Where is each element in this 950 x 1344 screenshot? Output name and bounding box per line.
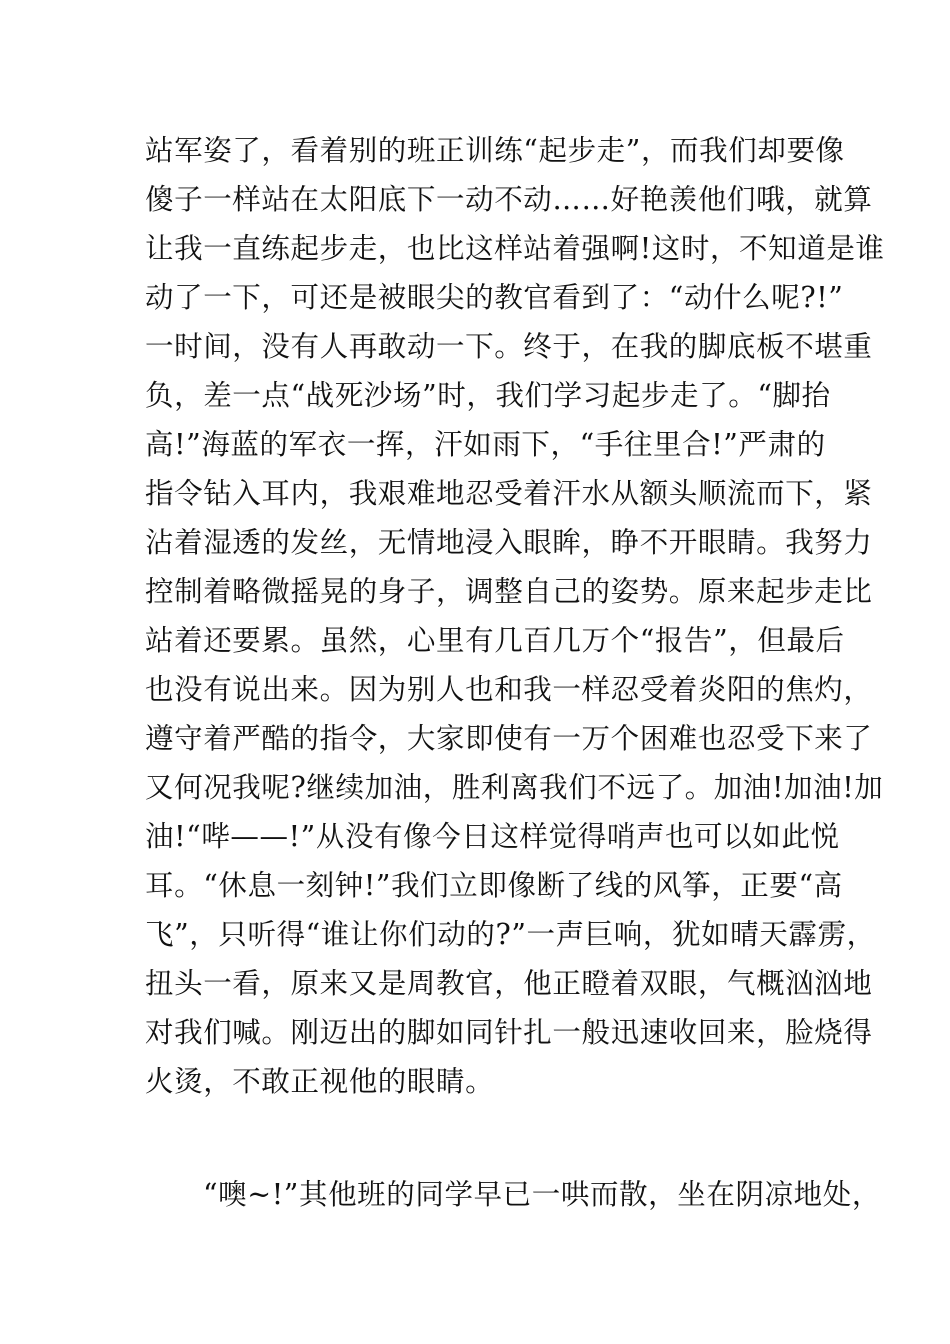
text-line: 负，差一点“战死沙场”时，我们学习起步走了。“脚抬 [145, 379, 831, 412]
text-line: 火烫，不敢正视他的眼睛。 [145, 1065, 495, 1098]
text-line: 飞”，只听得“谁让你们动的?”一声巨响，犹如晴天霹雳， [145, 918, 876, 951]
text-line: 又何况我呢?继续加油，胜利离我们不远了。加油!加油!加 [145, 771, 884, 804]
text-line: 站着还要累。虽然，心里有几百几万个“报告”，但最后 [145, 624, 845, 657]
text-line: 沾着湿透的发丝，无情地浸入眼眸，睁不开眼睛。我努力 [145, 526, 873, 559]
text-line: 也没有说出来。因为别人也和我一样忍受着炎阳的焦灼， [145, 673, 873, 706]
text-line: 扭头一看，原来又是周教官，他正瞪着双眼，气概汹汹地 [145, 967, 873, 1000]
text-line: 高!”海蓝的军衣一挥，汗如雨下，“手往里合!”严肃的 [145, 428, 826, 461]
text-line: 耳。“休息一刻钟!”我们立即像断了线的风筝，正要“高 [145, 869, 843, 902]
text-line: 让我一直练起步走，也比这样站着强啊!这时，不知道是谁 [145, 232, 885, 265]
text-line: 控制着略微摇晃的身子，调整自己的姿势。原来起步走比 [145, 575, 873, 608]
text-line: 对我们喊。刚迈出的脚如同针扎一般迅速收回来，脸烧得 [145, 1016, 873, 1049]
text-line: “噢~!”其他班的同学早已一哄而散，坐在阴凉地处， [203, 1178, 881, 1211]
text-line: 油!“哔——!”从没有像今日这样觉得哨声也可以如此悦 [145, 820, 840, 853]
text-line: 遵守着严酷的指令，大家即使有一万个困难也忍受下来了 [145, 722, 873, 755]
text-line: 傻子一样站在太阳底下一动不动……好艳羡他们哦，就算 [145, 183, 873, 216]
text-line: 一时间，没有人再敢动一下。终于，在我的脚底板不堪重 [145, 330, 873, 363]
text-line: 动了一下，可还是被眼尖的教官看到了：“动什么呢?!” [145, 281, 844, 314]
text-line: 指令钻入耳内，我艰难地忍受着汗水从额头顺流而下，紧 [145, 477, 873, 510]
text-line: 站军姿了，看着别的班正训练“起步走”，而我们却要像 [145, 134, 845, 167]
